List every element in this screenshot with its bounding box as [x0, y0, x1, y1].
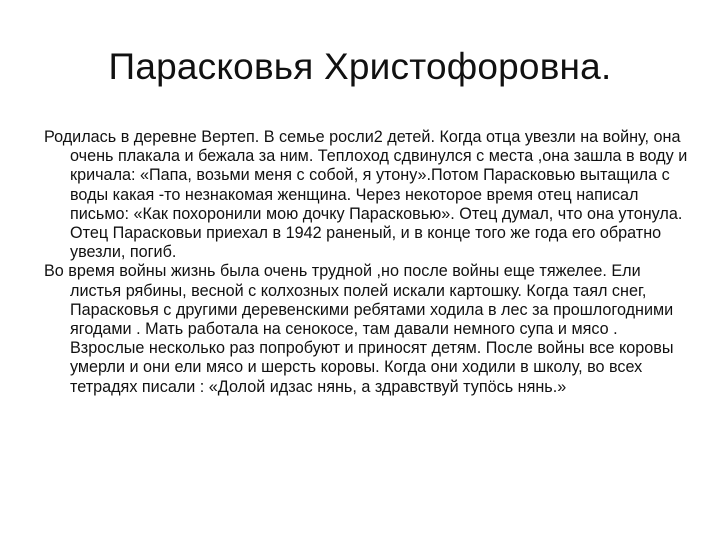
paragraph-war-life: Во время войны жизнь была очень трудной ,но после войны еще тяжелее. Ели листья рябины, весной с колхозных полей искали картошку. Когда таял снег, Парасковья с другими деревенскими ребятами ходила в лес за прошлогодними ягодами . Мать работала на сенокосе, там давали немного супа и мясо . Взрослые несколько раз попробуют и приносят детям. После войны все коровы умерли и они ели мясо и шерсть коровы. Когда они ходили в школу, во всех тетрадях писали : «Долой идзас нянь, а здравствуй тупöсь нянь.»: [44, 262, 674, 396]
slide-body: [44, 128, 692, 397]
slide-title: Парасковья Христофоровна.: [108, 46, 612, 87]
paragraph-biography: Родилась в деревне Вертеп. В семье росли2 детей. Когда отца увезли на войну, она очень плакала и бежала за ним. Теплоход сдвинулся с места ,она зашла в воду и кричала: «Папа, возьми меня с собой, я утону».Потом Парасковью вытащила с воды какая -то незнакомая женщина. Через некоторое время отец написал письмо: «Как похоронили мою дочку Парасковью». Отец думал, что она утонула. Отец Парасковьи приехал в 1942 раненый, и в конце того же года его обратно увезли, погиб.: [44, 128, 688, 262]
